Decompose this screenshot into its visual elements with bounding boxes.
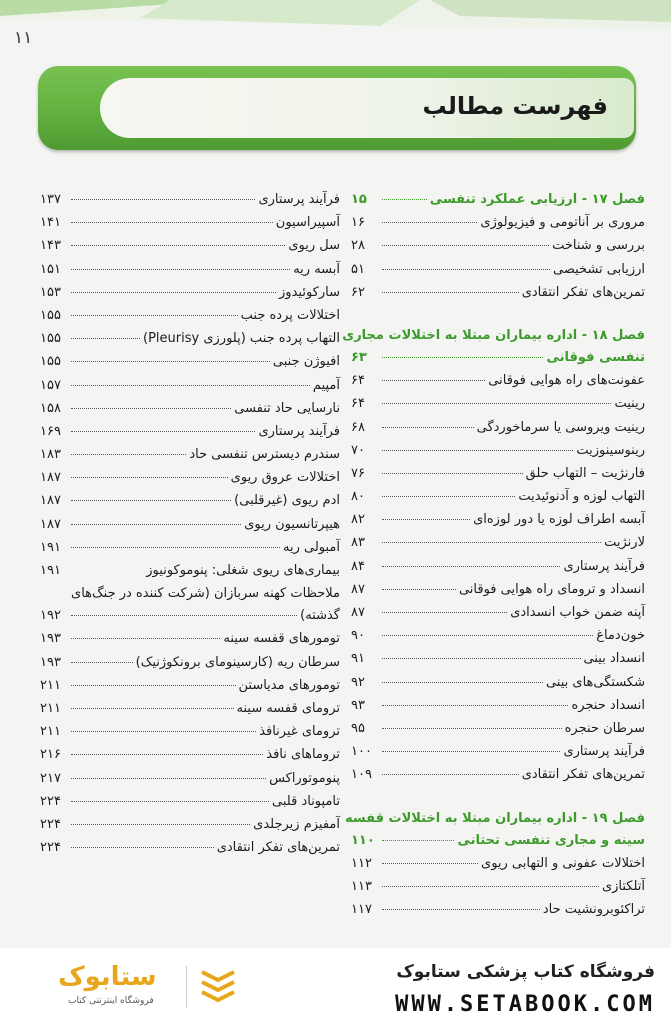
top-decoration (0, 0, 671, 40)
dot-leader (382, 909, 540, 910)
toc-page-number: ۹۲ (351, 674, 365, 690)
dot-leader (71, 292, 276, 293)
toc-entry-row (351, 466, 645, 489)
dot-leader (71, 778, 266, 779)
toc-entry-row (351, 512, 645, 535)
toc-entry-title: ادم ریوی (غیرقلبی) (234, 493, 340, 509)
toc-page-number: ۱۱۲ (351, 855, 372, 871)
toc-entry-title: ترومای قفسه سینه (236, 700, 340, 716)
toc-entry-title: سارکوئیدوز (279, 284, 340, 300)
dot-leader (382, 245, 549, 246)
toc-page-number: ۱۹۱ (40, 563, 61, 578)
dot-leader (71, 245, 285, 246)
toc-entry-row (40, 817, 340, 840)
toc-entry-row (351, 902, 645, 925)
dot-leader (382, 635, 593, 636)
toc-page-number: ۱۸۷ (40, 470, 61, 486)
toc-entry-row (40, 285, 340, 308)
dot-leader (382, 473, 523, 474)
toc-entry-row (351, 262, 645, 285)
toc-entry-row (351, 744, 645, 767)
toc-entry-title: فرآیند پرستاری (258, 423, 340, 439)
toc-page-number: ۱۱۳ (351, 878, 372, 894)
toc-entry-title: اختلالات عفونی و التهابی ریوی (481, 855, 645, 871)
toc-page-number: ۹۵ (351, 720, 365, 736)
toc-entry-title: آبسه ریه (293, 261, 340, 277)
toc-page-number: ۱۵۳ (40, 284, 61, 300)
dot-leader (71, 731, 256, 732)
toc-chapter-row (345, 810, 645, 833)
toc-entry-row (40, 631, 340, 654)
page-title: فهرست مطالب (422, 92, 608, 120)
toc-entry-title: شکستگی‌های بینی (545, 674, 645, 690)
dot-leader (71, 385, 310, 386)
dot-leader (382, 427, 474, 428)
toc-entry-title: تومورهای مدیاستن (238, 677, 340, 693)
toc-page-number: ۷۶ (351, 465, 365, 481)
toc-page-number: ۸۰ (351, 489, 365, 505)
toc-chapter-row (351, 833, 645, 856)
toc-entry-title: نارسایی حاد تنفسی (234, 400, 340, 416)
dot-leader (382, 566, 560, 567)
toc-page-number: ۸۳ (351, 535, 365, 551)
dot-leader (71, 547, 280, 548)
toc-entry-row (40, 771, 340, 794)
toc-right-column (342, 192, 645, 925)
toc-entry-title: تمرین‌های تفکر انتقادی (521, 767, 645, 783)
toc-entry-title: آتلکتازی (601, 878, 645, 894)
toc-entry-row (40, 655, 340, 678)
toc-entry-title: گذشته) (300, 608, 340, 624)
section-gap (351, 308, 645, 328)
toc-entry-row (40, 262, 340, 285)
toc-entry-row (40, 493, 340, 516)
toc-page-number: ۱۵۱ (40, 261, 61, 277)
toc-entry-row (351, 675, 645, 698)
toc-entry-row (40, 447, 340, 470)
toc-entry-row (351, 698, 645, 721)
dot-leader (71, 847, 214, 848)
title-banner (38, 66, 636, 150)
toc-entry-title: بررسی و شناخت (552, 238, 645, 254)
dot-leader (71, 199, 255, 200)
toc-page-number: ۹۰ (351, 628, 365, 644)
toc-entry-title: انسداد و ترومای راه هوایی فوقانی (458, 581, 645, 597)
toc-page-number: ۶۴ (351, 373, 365, 389)
toc-entry-row (351, 489, 645, 512)
toc-page-number: ۱۳۷ (40, 192, 61, 207)
toc-entry-row (351, 559, 645, 582)
toc-page-number: ۸۷ (351, 605, 365, 620)
dot-leader (71, 685, 236, 686)
toc-entry-row (40, 424, 340, 447)
toc-page-number: ۱۱۷ (351, 902, 372, 918)
toc-entry-row (40, 215, 340, 238)
toc-entry-title: آمپیم (312, 377, 340, 393)
toc-entry-row (351, 396, 645, 419)
toc-entry-title: رینیت (614, 396, 645, 412)
toc-entry-title: عفونت‌های راه هوایی فوقانی (488, 373, 645, 389)
toc-page-number: ۱۴۳ (40, 238, 61, 254)
toc-entry-row (40, 331, 340, 354)
toc-entry-title: آپنه ضمن خواب انسدادی (510, 605, 645, 620)
dot-leader (382, 682, 543, 683)
dot-leader (71, 477, 228, 478)
toc-page-number: ۶۴ (351, 396, 365, 412)
title-banner-inner (100, 78, 634, 138)
dot-leader (382, 840, 454, 841)
dot-leader (382, 728, 562, 729)
toc-entry-title: فصل ۱۸ - اداره بیماران مبتلا به اختلالات مجاری (342, 327, 645, 343)
dot-leader (382, 357, 543, 358)
toc-page-number: ۹۳ (351, 697, 365, 713)
toc-entry-row (351, 582, 645, 605)
toc-entry-title: تمرین‌های تفکر انتقادی (216, 840, 340, 856)
dot-leader (71, 431, 255, 432)
toc-page-number: ۷۰ (351, 442, 365, 458)
dot-leader (382, 612, 507, 613)
toc-entry-row (40, 563, 340, 586)
toc-entry-row (351, 238, 645, 261)
toc-entry-title: رینیت ویروسی یا سرماخوردگی (476, 419, 645, 435)
toc-page-number: ۱۸۳ (40, 447, 61, 463)
toc-page-number: ۱۶۹ (40, 423, 61, 439)
page-number: ۱۱ (14, 28, 33, 48)
logo-divider (186, 966, 187, 1008)
toc-entry-title: التهاب لوزه و آدنوئیدیت (518, 489, 645, 505)
dot-leader (71, 824, 250, 825)
dot-leader (71, 315, 238, 316)
dot-leader (382, 658, 581, 659)
toc-page-number: ۱۵۵ (40, 354, 61, 370)
toc-entry-title: انسداد حنجره (571, 697, 645, 713)
toc-page-number: ۱۵۸ (40, 400, 61, 416)
toc-page-number: ۱۴۱ (40, 215, 61, 231)
toc-page-number: ۱۹۳ (40, 654, 61, 670)
dot-leader (382, 886, 599, 887)
toc-entry-title: مروری بر آناتومی و فیزیولوژی (480, 215, 645, 231)
dot-leader (71, 361, 270, 362)
toc-page-number: ۵۱ (351, 261, 365, 277)
toc-page-number: ۱۹۳ (40, 631, 61, 647)
toc-entry-row (351, 651, 645, 674)
toc-page-number: ۱۵ (351, 192, 367, 207)
dot-leader (71, 801, 269, 802)
toc-entry-row (351, 879, 645, 902)
toc-entry-title: آسپیراسیون (275, 215, 340, 231)
toc-entry-title: سرطان حنجره (564, 720, 645, 736)
toc-page-number: ۱۸۷ (40, 516, 61, 532)
dot-leader (382, 589, 456, 590)
toc-entry-title: خون‌دماغ (596, 628, 645, 644)
toc-entry-title: فصل ۱۹ - اداره بیماران مبتلا به اختلالات قفسه (345, 810, 645, 826)
toc-page-number: ۲۱۱ (40, 677, 61, 693)
toc-entry-row (40, 378, 340, 401)
toc-entry-row (40, 747, 340, 770)
toc-entry-row (40, 401, 340, 424)
dot-leader (382, 774, 519, 775)
toc-page-number: ۲۱۷ (40, 770, 61, 786)
toc-entry-row (351, 373, 645, 396)
toc-entry-title: تروماهای نافذ (266, 747, 340, 763)
toc-entry-row (40, 794, 340, 817)
toc-page-number: ۹۱ (351, 651, 365, 667)
dot-leader (382, 403, 611, 404)
toc-entry-row (351, 721, 645, 744)
toc-entry-title: لارنژیت (604, 535, 645, 551)
toc-page-number: ۲۲۴ (40, 840, 61, 856)
toc-page-number: ۶۳ (351, 349, 367, 365)
toc-entry-title: فرآیند پرستاری (563, 744, 645, 760)
toc-entry-title: آمفیزم زیرجلدی (253, 816, 340, 832)
toc-entry-title: فرآیند پرستاری (563, 558, 645, 574)
dot-leader (71, 500, 231, 501)
toc-page-number: ۱۰۰ (351, 744, 372, 760)
toc-entry-title: ترومای غیرنافذ (259, 724, 340, 740)
toc-entry-title: انسداد بینی (583, 651, 645, 667)
toc-entry-row (40, 608, 340, 631)
toc-entry-title: سل ریوی (288, 238, 340, 254)
toc-page-number: ۶۸ (351, 419, 365, 435)
toc-page-number: ۱۶ (351, 215, 365, 231)
toc-page-number: ۲۱۱ (40, 700, 61, 716)
toc-entry-row (40, 470, 340, 493)
toc-page-number: ۱۵۵ (40, 307, 61, 323)
toc-entry-row (40, 586, 340, 608)
toc-page-number: ۸۷ (351, 581, 365, 597)
dot-leader (71, 662, 133, 663)
dot-leader (382, 380, 485, 381)
setabook-logo (28, 962, 248, 1012)
toc-entry-title: آبسه اطراف لوزه یا دور لوزه‌ای (473, 512, 645, 528)
toc-entry-title: فرآیند پرستاری (258, 192, 340, 207)
toc-entry-title: ملاحظات کهنه سربازان (شرکت کننده در جنگ‌های (71, 586, 340, 602)
toc-entry-row (351, 420, 645, 443)
toc-entry-row (40, 354, 340, 377)
toc-page-number: ۶۲ (351, 284, 365, 300)
dot-leader (382, 199, 427, 200)
toc-entry-row (40, 238, 340, 261)
toc-entry-title: ارزیابی تشخیصی (553, 261, 645, 277)
toc-entry-title: پنوموتوراکس (269, 770, 340, 786)
dot-leader (71, 524, 241, 525)
toc-page-number: ۱۹۱ (40, 539, 61, 555)
dot-leader (71, 638, 220, 639)
toc-entry-row (351, 605, 645, 628)
toc-chapter-row (342, 327, 645, 350)
toc-entry-title: فارنژیت – التهاب حلق (525, 465, 645, 481)
toc-entry-row (40, 678, 340, 701)
toc-entry-row (351, 767, 645, 790)
toc-entry-row (351, 215, 645, 238)
dot-leader (382, 705, 568, 706)
toc-entry-row (40, 540, 340, 563)
dot-leader (71, 454, 186, 455)
dot-leader (71, 408, 231, 409)
toc-entry-title: تامپوناد قلبی (272, 793, 340, 809)
toc-entry-row (351, 443, 645, 466)
toc-entry-title: اختلالات عروق ریوی (230, 470, 340, 486)
toc-entry-title: سینه و مجاری تنفسی تحتانی (457, 832, 645, 848)
dot-leader (71, 269, 290, 270)
dot-leader (382, 269, 550, 270)
toc-entry-title: رینوسینوزیت (576, 442, 645, 458)
dot-leader (71, 754, 263, 755)
toc-entry-row (351, 535, 645, 558)
toc-entry-title: سندرم دیسترس تنفسی حاد (189, 447, 340, 463)
toc-entry-title: التهاب پرده جنب (پلورزی Pleurisy) (143, 331, 340, 347)
toc-page-number: ۱۱۰ (351, 832, 375, 848)
dot-leader (382, 222, 477, 223)
toc-page-number: ۲۱۶ (40, 747, 61, 763)
toc-page-number: ۱۰۹ (351, 767, 372, 783)
dot-leader (71, 615, 297, 616)
toc-page-number: ۲۸ (351, 238, 365, 254)
shop-name: فروشگاه کتاب پزشکی ستابوک (396, 962, 655, 982)
toc-entry-row (40, 308, 340, 331)
toc-entry-row (40, 517, 340, 540)
dot-leader (382, 292, 519, 293)
logo-wordmark: ستابوک (58, 962, 157, 992)
dot-leader (71, 222, 273, 223)
toc-page-number: ۱۵۵ (40, 331, 61, 347)
toc-entry-title: فصل ۱۷ - ارزیابی عملکرد تنفسی (429, 192, 645, 207)
toc-page-number: ۸۲ (351, 512, 365, 528)
toc-entry-row (351, 856, 645, 879)
toc-entry-row (351, 285, 645, 308)
toc-entry-title: هیپرتانسیون ریوی (244, 516, 340, 532)
shop-url: WWW.SETABOOK.COM (395, 992, 655, 1017)
toc-entry-title: سرطان ریه (کارسینومای برونکوژنیک) (135, 654, 340, 670)
toc-page-number: ۲۲۴ (40, 816, 61, 832)
toc-page-number: ۱۵۷ (40, 377, 61, 393)
toc-page-number: ۲۱۱ (40, 724, 61, 740)
toc-left-column (40, 192, 340, 863)
toc-chapter-row (351, 192, 645, 215)
book-stack-icon (198, 964, 238, 1008)
toc-entry-row (40, 701, 340, 724)
dot-leader (382, 519, 470, 520)
footer-banner (0, 948, 671, 1024)
dot-leader (382, 450, 573, 451)
toc-entry-title: تمرین‌های تفکر انتقادی (521, 284, 645, 300)
logo-tagline: فروشگاه اینترنتی کتاب (68, 996, 154, 1006)
toc-page-number: ۲۲۴ (40, 793, 61, 809)
toc-page-number: ۸۴ (351, 558, 365, 574)
toc-entry-title: تنفسی فوقانی (546, 349, 645, 365)
dot-leader (71, 338, 140, 339)
dot-leader (382, 863, 478, 864)
toc-chapter-row (351, 350, 645, 373)
section-gap (351, 791, 645, 811)
toc-entry-title: بیماری‌های ریوی شغلی: پنوموکونیوز (146, 563, 340, 578)
toc-entry-title: افیوژن جنبی (272, 354, 340, 370)
toc-entry-row (351, 628, 645, 651)
toc-entry-row (40, 192, 340, 215)
toc-page-number: ۱۸۷ (40, 493, 61, 509)
dot-leader (382, 496, 515, 497)
dot-leader (382, 542, 601, 543)
toc-entry-title: اختلالات پرده جنب (240, 307, 340, 323)
toc-entry-row (40, 724, 340, 747)
toc-entry-row (40, 840, 340, 863)
dot-leader (71, 708, 234, 709)
toc-entry-title: تومورهای قفسه سینه (223, 631, 340, 647)
toc-page-number: ۱۹۲ (40, 608, 61, 624)
toc-entry-title: آمبولی ریه (282, 539, 340, 555)
dot-leader (382, 751, 560, 752)
toc-entry-title: تراکئوبرونشیت حاد (542, 902, 645, 918)
